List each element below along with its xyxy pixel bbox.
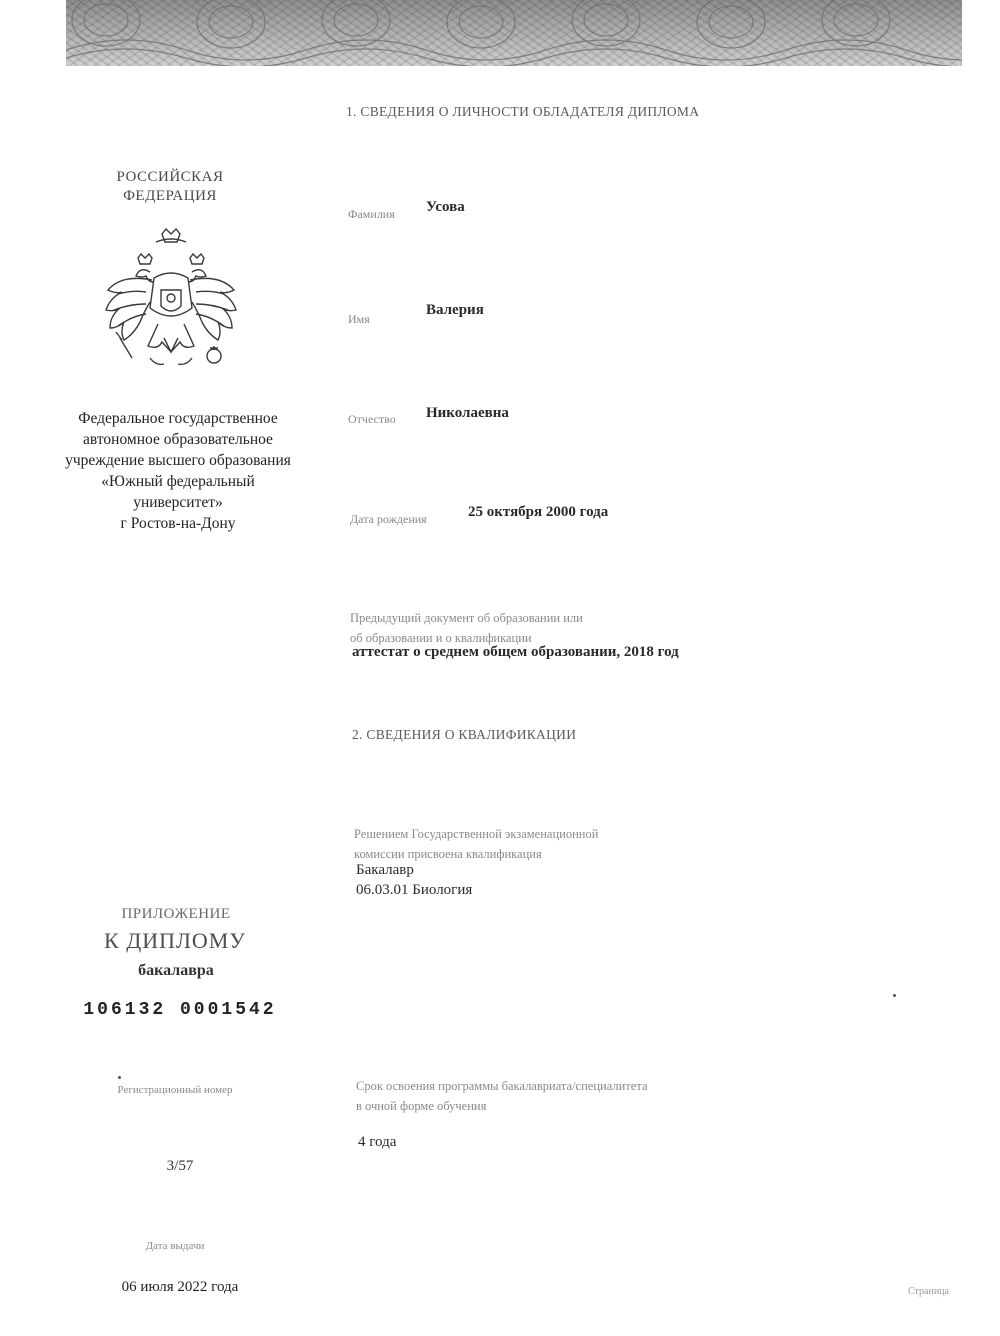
study-duration-label	[356, 1076, 648, 1116]
qualification-decision-label-line: комиссии присвоена квалификация	[354, 847, 542, 861]
patronymic-value: Николаевна	[426, 405, 509, 421]
university-line: «Южный федеральный	[101, 473, 255, 490]
page-label: Страница	[908, 1286, 949, 1297]
scan-speck	[893, 994, 896, 997]
scan-speck	[118, 1076, 121, 1079]
university-line: г Ростов-на-Дону	[120, 515, 236, 532]
previous-document-label-line: Предыдущий документ об образовании или	[350, 611, 583, 625]
issue-date-label: Дата выдачи	[145, 1240, 205, 1252]
university-line: Федеральное государственное	[78, 410, 278, 427]
university-line: автономное образовательное	[83, 431, 273, 448]
qualification-decision-label	[354, 824, 598, 864]
specialty-value: 06.03.01 Биология	[356, 882, 473, 898]
previous-document-label	[350, 608, 583, 648]
registration-number: 3/57	[166, 1158, 194, 1174]
appendix-subtitle: К ДИПЛОМУ	[104, 928, 246, 953]
country-name	[80, 168, 260, 206]
section-2-title: 2. СВЕДЕНИЯ О КВАЛИФИКАЦИИ	[352, 727, 577, 742]
name-value: Валерия	[426, 302, 484, 318]
previous-document-label-line: об образовании и о квалификации	[350, 631, 532, 645]
registration-number-label: Регистрационный номер	[117, 1084, 233, 1096]
birth-date-value: 25 октября 2000 года	[468, 504, 609, 520]
university-line: учреждение высшего образования	[65, 452, 291, 469]
diploma-number: 106132 0001542	[83, 1000, 277, 1020]
birth-date-label: Дата рождения	[350, 512, 427, 526]
country-line-1: РОССИЙСКАЯ	[116, 169, 224, 185]
qualification-decision-label-line: Решением Государственной экзаменационной	[354, 827, 599, 841]
issue-date: 06 июля 2022 года	[121, 1279, 239, 1295]
study-duration-value: 4 года	[358, 1134, 397, 1150]
qualification-value: Бакалавр	[356, 862, 414, 878]
section-1-title: 1. СВЕДЕНИЯ О ЛИЧНОСТИ ОБЛАДАТЕЛЯ ДИПЛОМА	[346, 104, 700, 119]
university-name	[50, 408, 306, 534]
previous-document-value: аттестат о среднем общем образовании, 2018 год	[352, 644, 679, 660]
surname-value: Усова	[426, 199, 465, 215]
patronymic-label: Отчество	[348, 412, 396, 426]
surname-label: Фамилия	[348, 207, 395, 221]
university-line: университет»	[133, 494, 223, 511]
degree-level: бакалавра	[138, 962, 214, 979]
appendix-title: ПРИЛОЖЕНИЕ	[121, 906, 231, 922]
state-emblem-icon	[98, 228, 244, 384]
guilloche-band	[66, 0, 962, 66]
study-duration-label-line: в очной форме обучения	[356, 1099, 487, 1113]
guilloche-pattern-icon	[66, 0, 962, 66]
study-duration-label-line: Срок освоения программы бакалавриата/специалитета	[356, 1079, 648, 1093]
country-line-2: ФЕДЕРАЦИЯ	[123, 188, 217, 204]
name-label: Имя	[348, 312, 370, 326]
